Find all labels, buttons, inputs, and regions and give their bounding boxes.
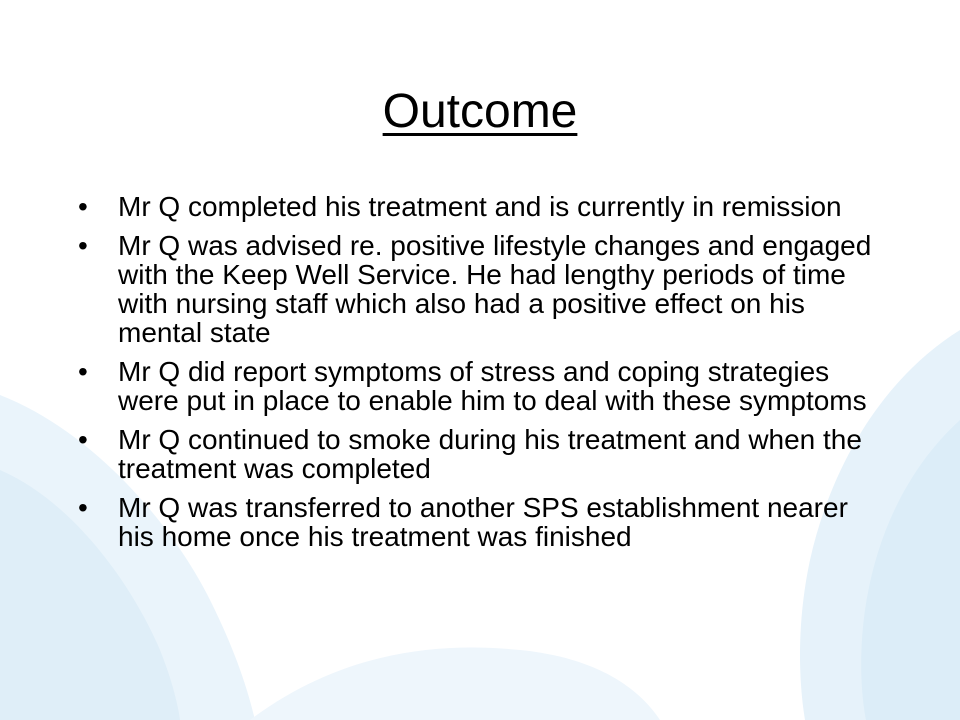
bullet-glyph: • — [78, 492, 88, 523]
bullet-text: Mr Q did report symptoms of stress and coping strategies were put in place to enable him to deal with these symptoms — [118, 356, 867, 416]
bullet-text: Mr Q completed his treatment and is currently in remission — [118, 191, 842, 222]
bullet-glyph: • — [78, 230, 88, 261]
bullet-text: Mr Q was transferred to another SPS establishment nearer his home once his treatment was finished — [118, 492, 848, 552]
slide-title: Outcome — [382, 85, 578, 138]
bullet-text: Mr Q was advised re. positive lifestyle changes and engaged with the Keep Well Service. He had lengthy periods of time with nursing staff which also had a positive effect on his mental state — [118, 230, 872, 348]
bullet-item — [78, 425, 878, 483]
bullet-text: Mr Q continued to smoke during his treatment and when the treatment was completed — [118, 424, 862, 484]
bullet-item — [78, 231, 878, 347]
bullet-glyph: • — [78, 191, 88, 222]
bullet-glyph: • — [78, 356, 88, 387]
bottom-swoosh-shape — [250, 648, 660, 720]
bullet-item — [78, 357, 878, 415]
bullet-glyph: • — [78, 424, 88, 455]
bullet-item — [78, 192, 878, 221]
bullet-item — [78, 493, 878, 551]
bullet-list — [78, 192, 878, 561]
